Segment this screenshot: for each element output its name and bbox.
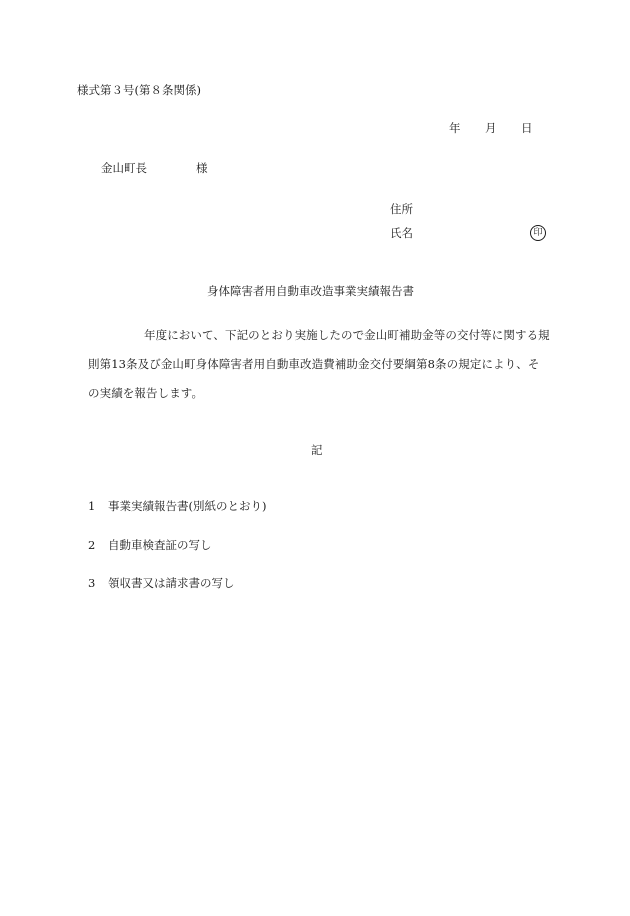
address-label: 住所 (390, 202, 413, 216)
ki-heading: 記 (311, 443, 323, 457)
list-item (88, 540, 212, 552)
list-item-text: 自動車検査証の写し (108, 538, 212, 552)
list-item-number: 3 (88, 576, 96, 590)
body-paragraph: 年度において、下記のとおり実施したので金山町補助金等の交付等に関する規則第13条及び金山町身体障害者用自動車改造費補助金交付要綱第8条の規定により、その実績を報告します。 (88, 328, 550, 400)
list-item-text: 領収書又は請求書の写し (108, 576, 235, 590)
date-month: 月 (485, 121, 497, 135)
list-item-number: 1 (88, 499, 96, 513)
recipient-honorific: 様 (196, 161, 208, 175)
date-day: 日 (521, 121, 533, 135)
seal-mark: 印 (530, 225, 546, 241)
list-item-number: 2 (88, 538, 96, 552)
recipient-name: 金山町長 (101, 161, 147, 175)
list-item (88, 501, 266, 513)
list-item (88, 578, 235, 590)
form-label: 様式第３号(第８条関係) (77, 83, 201, 97)
document-title: 身体障害者用自動車改造事業実績報告書 (207, 284, 414, 298)
name-label: 氏名 (390, 226, 413, 240)
list-item-text: 事業実績報告書(別紙のとおり) (108, 499, 267, 513)
date-year: 年 (449, 121, 461, 135)
